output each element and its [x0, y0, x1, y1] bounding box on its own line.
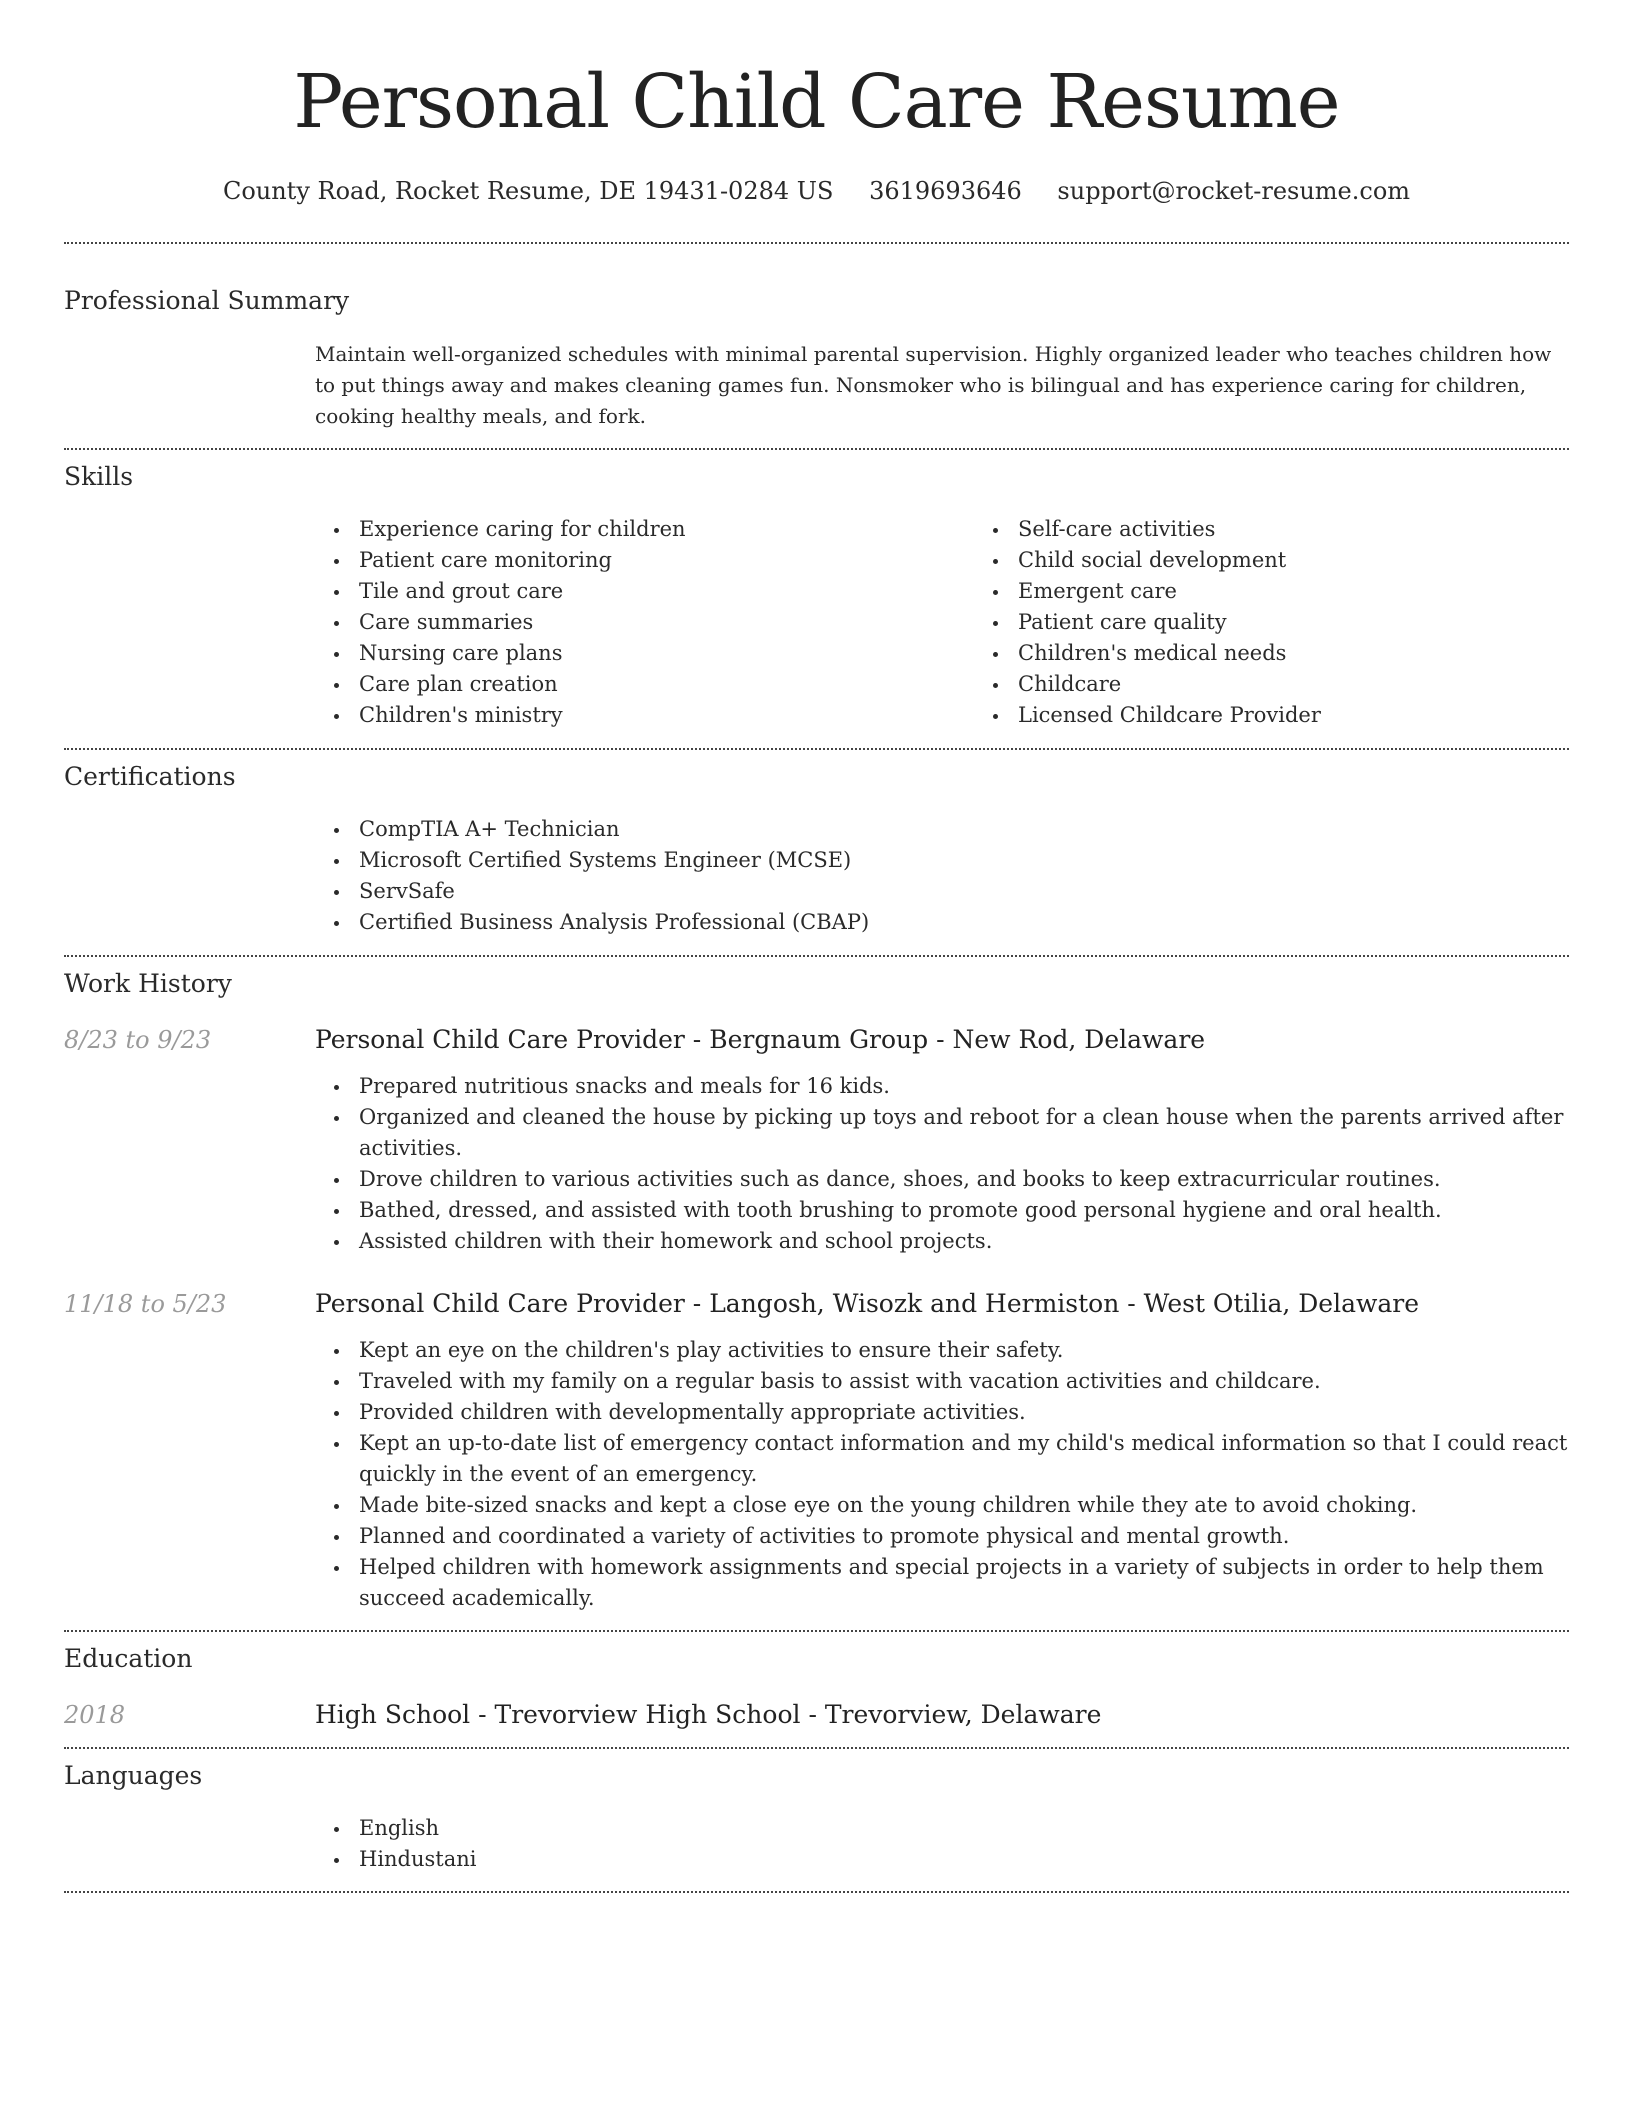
job-bullets-section: [315, 1335, 1569, 1614]
job-entry: [64, 1023, 1569, 1057]
list-item: Patient care monitoring: [359, 545, 974, 576]
list-item: Organized and cleaned the house by picking up toys and reboot for a clean house when the parents arrived after activities.: [359, 1102, 1569, 1164]
contact-email: support@rocket-resume.com: [1057, 177, 1411, 205]
list-item: English: [359, 1813, 1569, 1844]
list-item: Prepared nutritious snacks and meals for 16 kids.: [359, 1071, 1569, 1102]
list-item: Licensed Childcare Provider: [1018, 700, 1632, 731]
list-item: Kept an up-to-date list of emergency contact information and my child's medical information so that I could react quickly in the event of an emergency.: [359, 1428, 1569, 1490]
summary-heading: Professional Summary: [64, 286, 350, 315]
contact-address: County Road, Rocket Resume, DE 19431-0284 US: [222, 177, 834, 205]
list-item: Assisted children with their homework and school projects.: [359, 1226, 1569, 1257]
list-item: Experience caring for children: [359, 514, 974, 545]
education-entry: [64, 1698, 1569, 1732]
list-item: Certified Business Analysis Professional (CBAP): [359, 907, 1569, 938]
skills-list-right: [974, 514, 1632, 731]
list-item: Tile and grout care: [359, 576, 974, 607]
list-item: Microsoft Certified Systems Engineer (MCSE): [359, 845, 1569, 876]
resume-page: [64, 0, 1569, 1893]
education-title: High School - Trevorview High School - Trevorview, Delaware: [315, 1700, 1102, 1729]
certifications-list: [315, 814, 1569, 938]
summary-text: Maintain well-organized schedules with minimal parental supervision. Highly organized leader who teaches children how to put things away and makes cleaning games fun. Nonsmoker who is bilingual and has experience caring for children, cooking healthy meals, and fork.: [315, 342, 1552, 428]
divider: [64, 1891, 1569, 1893]
job-date: 11/18 to 5/23: [64, 1290, 227, 1318]
list-item: Made bite-sized snacks and kept a close eye on the young children while they ate to avoid choking.: [359, 1490, 1569, 1521]
divider: [64, 955, 1569, 957]
education-heading: Education: [64, 1644, 193, 1673]
divider: [64, 448, 1569, 450]
list-item: Drove children to various activities such as dance, shoes, and books to keep extracurricular routines.: [359, 1164, 1569, 1195]
list-item: Children's medical needs: [1018, 638, 1632, 669]
divider: [64, 242, 1569, 244]
divider: [64, 1630, 1569, 1632]
job-date: 8/23 to 9/23: [64, 1026, 212, 1054]
certifications-heading: Certifications: [64, 762, 236, 791]
job-bullets: [315, 1335, 1569, 1614]
list-item: ServSafe: [359, 876, 1569, 907]
divider: [64, 748, 1569, 750]
list-item: Nursing care plans: [359, 638, 974, 669]
list-item: Hindustani: [359, 1844, 1569, 1875]
list-item: CompTIA A+ Technician: [359, 814, 1569, 845]
list-item: Helped children with homework assignments and special projects in a variety of subjects in order to help them succeed academically.: [359, 1552, 1569, 1614]
skills-list-left: [315, 514, 974, 731]
work-heading: Work History: [64, 969, 232, 998]
list-item: Care summaries: [359, 607, 974, 638]
job-title: Personal Child Care Provider - Bergnaum Group - New Rod, Delaware: [315, 1025, 1206, 1054]
languages-section: [315, 1813, 1569, 1875]
list-item: Emergent care: [1018, 576, 1632, 607]
list-item: Provided children with developmentally appropriate activities.: [359, 1397, 1569, 1428]
list-item: Childcare: [1018, 669, 1632, 700]
education-date: 2018: [64, 1701, 126, 1729]
contact-line: [64, 174, 1569, 208]
list-item: Traveled with my family on a regular basis to assist with vacation activities and childcare.: [359, 1366, 1569, 1397]
languages-list: [315, 1813, 1569, 1875]
skills-columns: [315, 514, 1569, 731]
list-item: Kept an eye on the children's play activities to ensure their safety.: [359, 1335, 1569, 1366]
list-item: Child social development: [1018, 545, 1632, 576]
list-item: Self-care activities: [1018, 514, 1632, 545]
list-item: Planned and coordinated a variety of activities to promote physical and mental growth.: [359, 1521, 1569, 1552]
job-title: Personal Child Care Provider - Langosh, Wisozk and Hermiston - West Otilia, Delaware: [315, 1289, 1420, 1318]
divider: [64, 1747, 1569, 1749]
contact-phone: 3619693646: [869, 177, 1022, 205]
job-bullets-section: [315, 1071, 1569, 1257]
languages-heading: Languages: [64, 1761, 203, 1790]
skills-heading: Skills: [64, 462, 134, 491]
list-item: Bathed, dressed, and assisted with tooth brushing to promote good personal hygiene and oral health.: [359, 1195, 1569, 1226]
list-item: Care plan creation: [359, 669, 974, 700]
list-item: Children's ministry: [359, 700, 974, 731]
job-entry: [64, 1287, 1569, 1321]
list-item: Patient care quality: [1018, 607, 1632, 638]
job-bullets: [315, 1071, 1569, 1257]
resume-title: Personal Child Care Resume: [293, 59, 1340, 145]
certifications-section: [315, 814, 1569, 938]
